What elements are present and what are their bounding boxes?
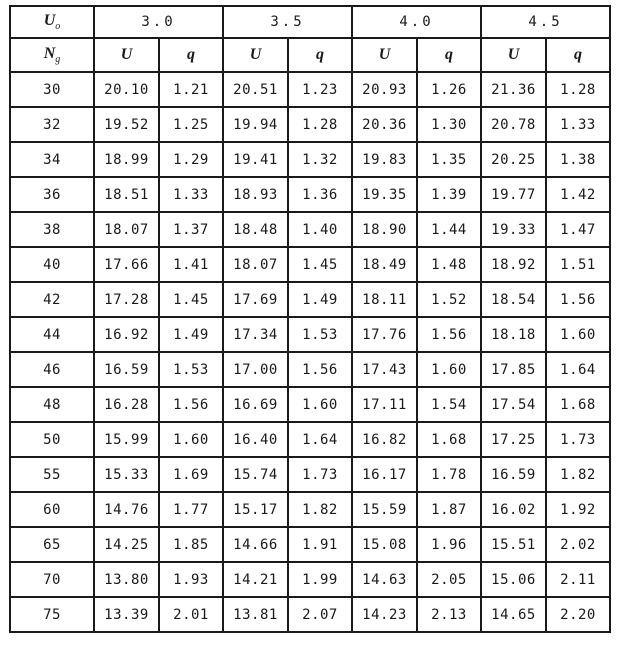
q-value: 1.45 [159,282,223,317]
q-value: 2.13 [417,597,481,632]
q-value: 1.21 [159,72,223,107]
ng-value: 48 [10,387,94,422]
u-value: 17.28 [94,282,159,317]
u-value: 18.18 [481,317,546,352]
q-value: 1.56 [546,282,610,317]
ng-value: 34 [10,142,94,177]
u-value: 16.17 [352,457,417,492]
u-value: 17.66 [94,247,159,282]
u-value: 13.39 [94,597,159,632]
u-value: 16.82 [352,422,417,457]
u-value: 15.59 [352,492,417,527]
table-row [10,352,610,387]
q-value: 1.56 [417,317,481,352]
u-value: 13.80 [94,562,159,597]
u-value: 16.69 [223,387,288,422]
u-value: 16.28 [94,387,159,422]
uo-value-4.5: 4.5 [481,6,610,38]
q-value: 1.87 [417,492,481,527]
table-row [10,212,610,247]
q-value: 1.82 [546,457,610,492]
q-value: 1.69 [159,457,223,492]
u-value: 14.25 [94,527,159,562]
q-value: 1.60 [288,387,352,422]
q-value: 1.38 [546,142,610,177]
q-value: 1.47 [546,212,610,247]
u-value: 15.74 [223,457,288,492]
q-value: 1.77 [159,492,223,527]
u-value: 20.10 [94,72,159,107]
u-value: 18.93 [223,177,288,212]
q-value: 1.85 [159,527,223,562]
u-value: 20.36 [352,107,417,142]
u-value: 18.48 [223,212,288,247]
table-row [10,527,610,562]
u-value: 13.81 [223,597,288,632]
q-value: 2.02 [546,527,610,562]
u-value: 19.52 [94,107,159,142]
uo-value-4.0: 4.0 [352,6,481,38]
ng-label: $N_g$ [10,38,94,72]
uo-label: $U_o$ [10,6,94,38]
u-value: 16.59 [94,352,159,387]
u-value: 18.11 [352,282,417,317]
q-value: 1.23 [288,72,352,107]
u-value: 14.23 [352,597,417,632]
u-value: 19.83 [352,142,417,177]
u-value: 17.00 [223,352,288,387]
table-row [10,142,610,177]
table-row [10,387,610,422]
uo-value-3.5: 3.5 [223,6,352,38]
u-value: 15.08 [352,527,417,562]
header-row-columns [10,38,610,72]
ng-value: 38 [10,212,94,247]
u-value: 15.99 [94,422,159,457]
table-row [10,107,610,142]
table-row [10,317,610,352]
ng-value: 50 [10,422,94,457]
q-value: 1.93 [159,562,223,597]
uo-value-3.0: 3.0 [94,6,223,38]
q-value: 1.60 [159,422,223,457]
data-table [9,5,611,633]
ng-value: 30 [10,72,94,107]
table-row [10,72,610,107]
table-row [10,492,610,527]
q-value: 1.35 [417,142,481,177]
u-value: 17.11 [352,387,417,422]
u-value: 15.33 [94,457,159,492]
ng-value: 60 [10,492,94,527]
q-value: 1.53 [288,317,352,352]
q-value: 1.91 [288,527,352,562]
q-value: 1.36 [288,177,352,212]
q-value: 1.60 [546,317,610,352]
q-value: 2.05 [417,562,481,597]
ng-value: 42 [10,282,94,317]
ng-value: 55 [10,457,94,492]
table-row [10,562,610,597]
q-value: 1.29 [159,142,223,177]
u-value: 14.21 [223,562,288,597]
u-value: 20.25 [481,142,546,177]
q-value: 1.56 [288,352,352,387]
q-value: 1.25 [159,107,223,142]
q-value: 1.33 [546,107,610,142]
u-value: 20.93 [352,72,417,107]
ng-value: 36 [10,177,94,212]
q-value: 1.48 [417,247,481,282]
ng-value: 75 [10,597,94,632]
ng-value: 70 [10,562,94,597]
u-value: 17.85 [481,352,546,387]
q-value: 1.99 [288,562,352,597]
col-q-header: q [288,38,352,72]
table-row [10,177,610,212]
u-value: 18.49 [352,247,417,282]
q-value: 1.53 [159,352,223,387]
q-value: 1.68 [546,387,610,422]
q-value: 1.78 [417,457,481,492]
q-value: 1.60 [417,352,481,387]
u-value: 18.51 [94,177,159,212]
table-row [10,597,610,632]
col-u-header: U [94,38,159,72]
u-value: 19.77 [481,177,546,212]
u-value: 18.99 [94,142,159,177]
q-value: 1.73 [546,422,610,457]
ng-value: 46 [10,352,94,387]
u-value: 16.02 [481,492,546,527]
q-value: 1.28 [288,107,352,142]
q-value: 1.37 [159,212,223,247]
q-value: 1.64 [288,422,352,457]
u-value: 19.35 [352,177,417,212]
u-value: 17.25 [481,422,546,457]
u-value: 20.51 [223,72,288,107]
q-value: 1.92 [546,492,610,527]
q-value: 1.49 [288,282,352,317]
col-u-header: U [352,38,417,72]
u-value: 18.07 [94,212,159,247]
col-q-header: q [417,38,481,72]
q-value: 1.44 [417,212,481,247]
header-row-uo [10,6,610,38]
q-value: 1.96 [417,527,481,562]
table-row [10,457,610,492]
q-value: 1.28 [546,72,610,107]
ng-value: 32 [10,107,94,142]
col-q-header: q [159,38,223,72]
table-row [10,282,610,317]
q-value: 1.33 [159,177,223,212]
q-value: 1.40 [288,212,352,247]
q-value: 1.32 [288,142,352,177]
u-value: 18.07 [223,247,288,282]
u-value: 14.65 [481,597,546,632]
q-value: 2.11 [546,562,610,597]
table-row [10,247,610,282]
u-value: 16.92 [94,317,159,352]
u-value: 15.06 [481,562,546,597]
u-value: 14.66 [223,527,288,562]
q-value: 1.54 [417,387,481,422]
col-u-header: U [481,38,546,72]
q-value: 1.51 [546,247,610,282]
q-value: 1.56 [159,387,223,422]
u-value: 14.63 [352,562,417,597]
q-value: 1.41 [159,247,223,282]
q-value: 1.49 [159,317,223,352]
u-value: 17.69 [223,282,288,317]
u-value: 17.54 [481,387,546,422]
u-value: 19.41 [223,142,288,177]
u-value: 15.51 [481,527,546,562]
q-value: 1.26 [417,72,481,107]
u-value: 20.78 [481,107,546,142]
q-value: 2.07 [288,597,352,632]
u-value: 17.43 [352,352,417,387]
q-value: 2.20 [546,597,610,632]
q-value: 1.68 [417,422,481,457]
q-value: 1.45 [288,247,352,282]
ng-value: 44 [10,317,94,352]
u-value: 18.90 [352,212,417,247]
ng-value: 40 [10,247,94,282]
col-q-header: q [546,38,610,72]
u-value: 14.76 [94,492,159,527]
u-value: 17.76 [352,317,417,352]
q-value: 1.82 [288,492,352,527]
q-value: 2.01 [159,597,223,632]
ng-value: 65 [10,527,94,562]
q-value: 1.39 [417,177,481,212]
u-value: 19.33 [481,212,546,247]
u-value: 17.34 [223,317,288,352]
u-value: 19.94 [223,107,288,142]
q-value: 1.52 [417,282,481,317]
u-value: 16.59 [481,457,546,492]
q-value: 1.73 [288,457,352,492]
table-row [10,422,610,457]
u-value: 15.17 [223,492,288,527]
u-value: 18.54 [481,282,546,317]
u-value: 18.92 [481,247,546,282]
q-value: 1.64 [546,352,610,387]
u-value: 16.40 [223,422,288,457]
q-value: 1.42 [546,177,610,212]
u-value: 21.36 [481,72,546,107]
q-value: 1.30 [417,107,481,142]
col-u-header: U [223,38,288,72]
